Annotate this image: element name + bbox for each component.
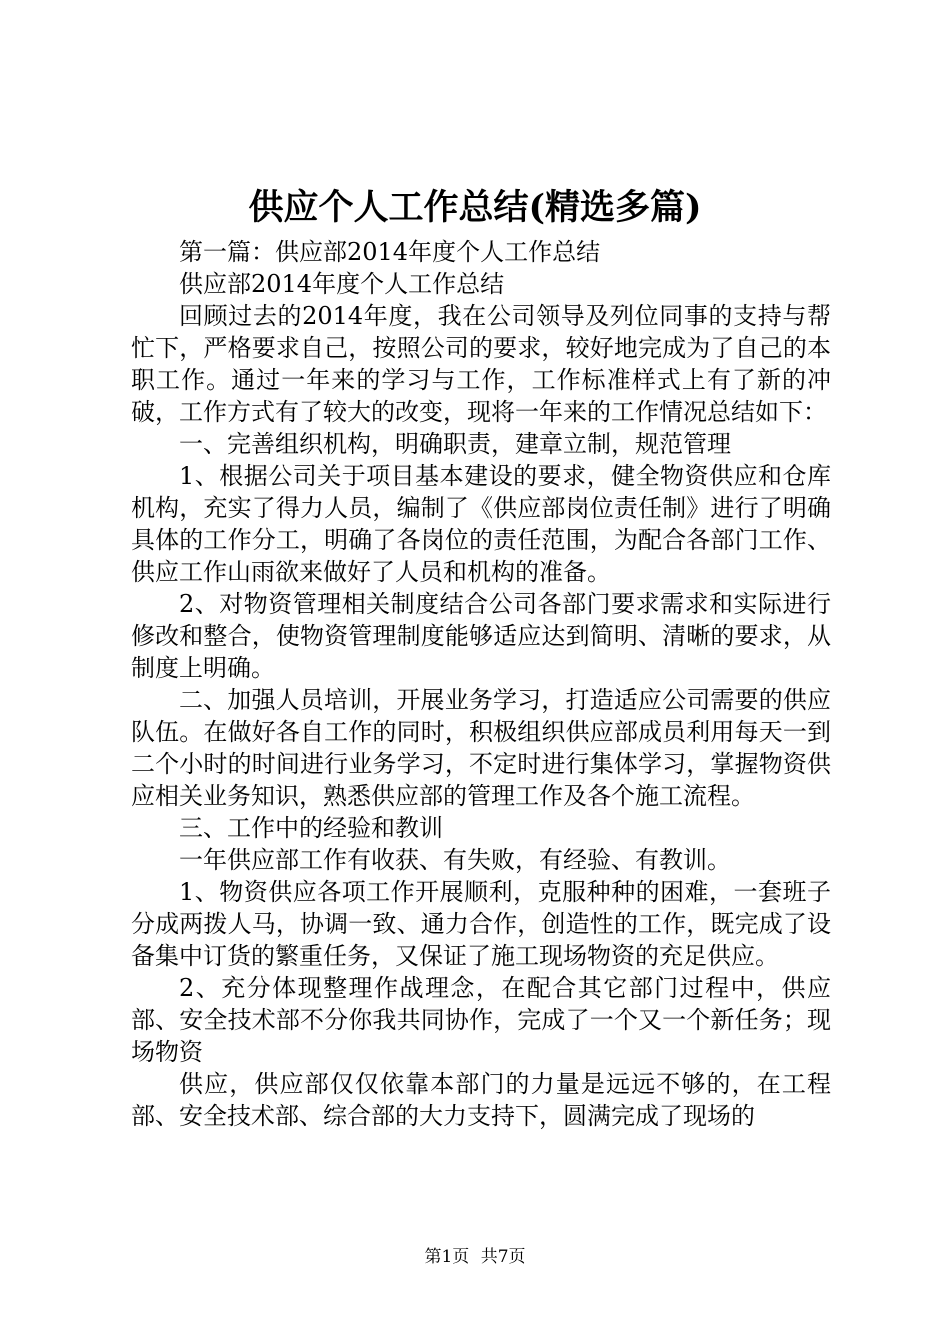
paragraph-7: 二、加强人员培训，开展业务学习，打造适应公司需要的供应队伍。在做好各自工作的同时，积极组织供应部成员利用每天一到二个小时的时间进行业务学习，不定时进行集体学习，掌握物资供应相关业务知识，熟悉供应部的管理工作及各个施工流程。 [131, 686, 831, 810]
page-count: 共7页 [480, 1247, 526, 1267]
document-body [131, 236, 831, 1132]
paragraph-10: 1、物资供应各项工作开展顺利，克服种种的困难，一套班子分成两拨人马，协调一致、通力合作，创造性的工作，既完成了设备集中订货的繁重任务，又保证了施工现场物资的充足供应。 [131, 878, 831, 970]
paragraph-6: 2、对物资管理相关制度结合公司各部门要求需求和实际进行修改和整合，使物资管理制度能够适应达到简明、清晰的要求，从制度上明确。 [131, 590, 831, 682]
paragraph-4: 一、完善组织机构，明确职责，建章立制，规范管理 [179, 430, 731, 458]
paragraph-11: 2、充分体现整理作战理念，在配合其它部门过程中，供应部、安全技术部不分你我共同协作，完成了一个又一个新任务；现场物资 [131, 974, 831, 1066]
paragraph-9: 一年供应部工作有收获、有失败，有经验、有教训。 [179, 846, 731, 874]
paragraph-1: 第一篇：供应部2014年度个人工作总结 [179, 238, 601, 266]
document-title: 供应个人工作总结(精选多篇) [248, 187, 702, 228]
paragraph-8: 三、工作中的经验和教训 [179, 814, 443, 842]
paragraph-12: 供应，供应部仅仅依靠本部门的力量是远远不够的，在工程部、安全技术部、综合部的大力支持下，圆满完成了现场的 [131, 1070, 831, 1130]
page-footer [0, 1242, 950, 1267]
paragraph-5: 1、根据公司关于项目基本建设的要求，健全物资供应和仓库机构，充实了得力人员，编制了《供应部岗位责任制》进行了明确具体的工作分工，明确了各岗位的责任范围，为配合各部门工作、供应工作山雨欲来做好了人员和机构的准备。 [131, 462, 831, 586]
paragraph-3: 回顾过去的2014年度，我在公司领导及列位同事的支持与帮忙下，严格要求自己，按照公司的要求，较好地完成为了自己的本职工作。通过一年来的学习与工作，工作标准样式上有了新的冲破，工作方式有了较大的改变，现将一年来的工作情况总结如下： [131, 302, 831, 426]
page-number: 第1页 [424, 1247, 470, 1267]
paragraph-2: 供应部2014年度个人工作总结 [179, 270, 505, 298]
